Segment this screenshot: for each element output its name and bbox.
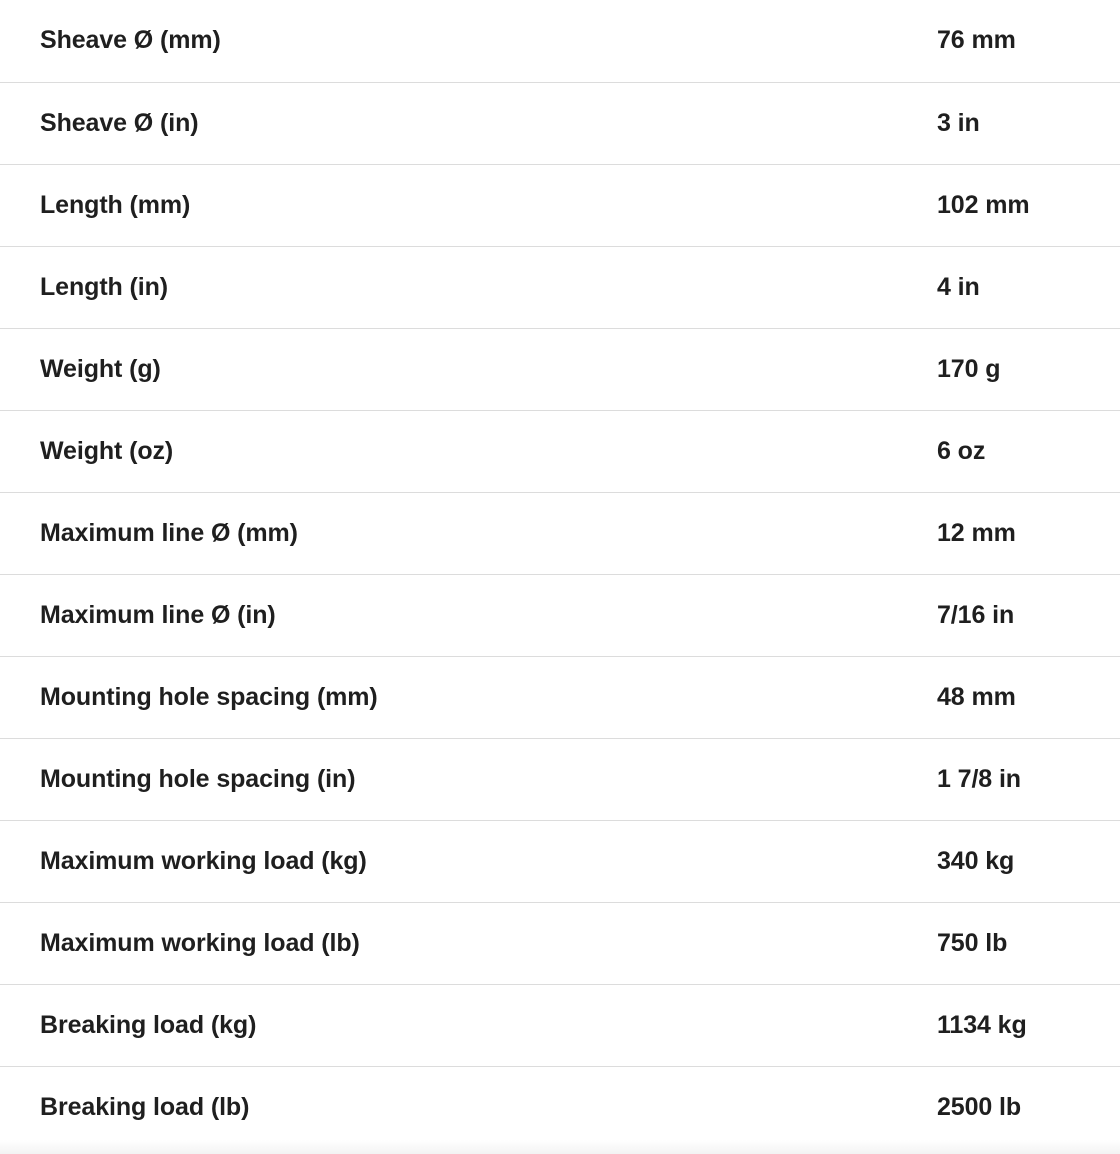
table-row — [0, 574, 1120, 656]
spec-value-text: 1134 kg — [937, 1010, 1027, 1039]
spec-value-text: 340 kg — [937, 846, 1015, 875]
spec-value-text: 76 mm — [937, 26, 1016, 55]
spec-label: Length (mm) — [0, 164, 940, 246]
spec-value-text: 102 mm — [937, 190, 1030, 219]
table-row — [0, 984, 1120, 1066]
spec-label: Weight (oz) — [0, 410, 940, 492]
spec-value — [937, 820, 1120, 902]
table-top-edge — [0, 0, 1120, 1]
spec-value — [937, 656, 1120, 738]
table-row — [0, 328, 1120, 410]
spec-label: Maximum working load (kg) — [0, 820, 940, 902]
spec-value-text: 12 mm — [937, 518, 1016, 547]
spec-value — [937, 738, 1120, 820]
spec-label: Breaking load (kg) — [0, 984, 940, 1066]
spec-value-text: 750 lb — [937, 928, 1008, 957]
table-row — [0, 82, 1120, 164]
spec-value — [937, 328, 1120, 410]
spec-value-text: 6 oz — [937, 436, 986, 465]
spec-value-text: 3 in — [937, 108, 980, 137]
spec-label: Mounting hole spacing (in) — [0, 738, 940, 820]
spec-label: Maximum line Ø (mm) — [0, 492, 940, 574]
spec-value — [937, 0, 1120, 82]
spec-label: Mounting hole spacing (mm) — [0, 656, 940, 738]
spec-label: Sheave Ø (in) — [0, 82, 940, 164]
table-row — [0, 0, 1120, 82]
table-row — [0, 246, 1120, 328]
table-row — [0, 820, 1120, 902]
table-row — [0, 164, 1120, 246]
spec-value-text: 4 in — [937, 272, 980, 301]
spec-value-text: 2500 lb — [937, 1092, 1022, 1121]
spec-value-text: 48 mm — [937, 682, 1016, 711]
table-row — [0, 656, 1120, 738]
spec-value — [937, 902, 1120, 984]
spec-value — [937, 1066, 1120, 1148]
spec-value — [937, 410, 1120, 492]
spec-label: Maximum line Ø (in) — [0, 574, 940, 656]
spec-label: Sheave Ø (mm) — [40, 26, 221, 55]
spec-value — [937, 574, 1120, 656]
spec-label: Breaking load (lb) — [0, 1066, 940, 1148]
table-row — [0, 738, 1120, 820]
spec-value-text: 1 7/8 in — [937, 764, 1021, 793]
spec-value-text: 170 g — [937, 354, 1001, 383]
table-row — [0, 1066, 1120, 1148]
spec-value-text: 7/16 in — [937, 600, 1015, 629]
spec-value — [937, 164, 1120, 246]
table-row — [0, 492, 1120, 574]
spec-value — [937, 492, 1120, 574]
spec-label: Length (in) — [0, 246, 940, 328]
spec-value — [937, 246, 1120, 328]
spec-value — [937, 984, 1120, 1066]
table-row — [0, 902, 1120, 984]
table-row — [0, 410, 1120, 492]
bottom-fade-divider — [0, 1140, 1120, 1154]
spec-value — [937, 82, 1120, 164]
spec-label: Weight (g) — [0, 328, 940, 410]
spec-label: Maximum working load (lb) — [0, 902, 940, 984]
